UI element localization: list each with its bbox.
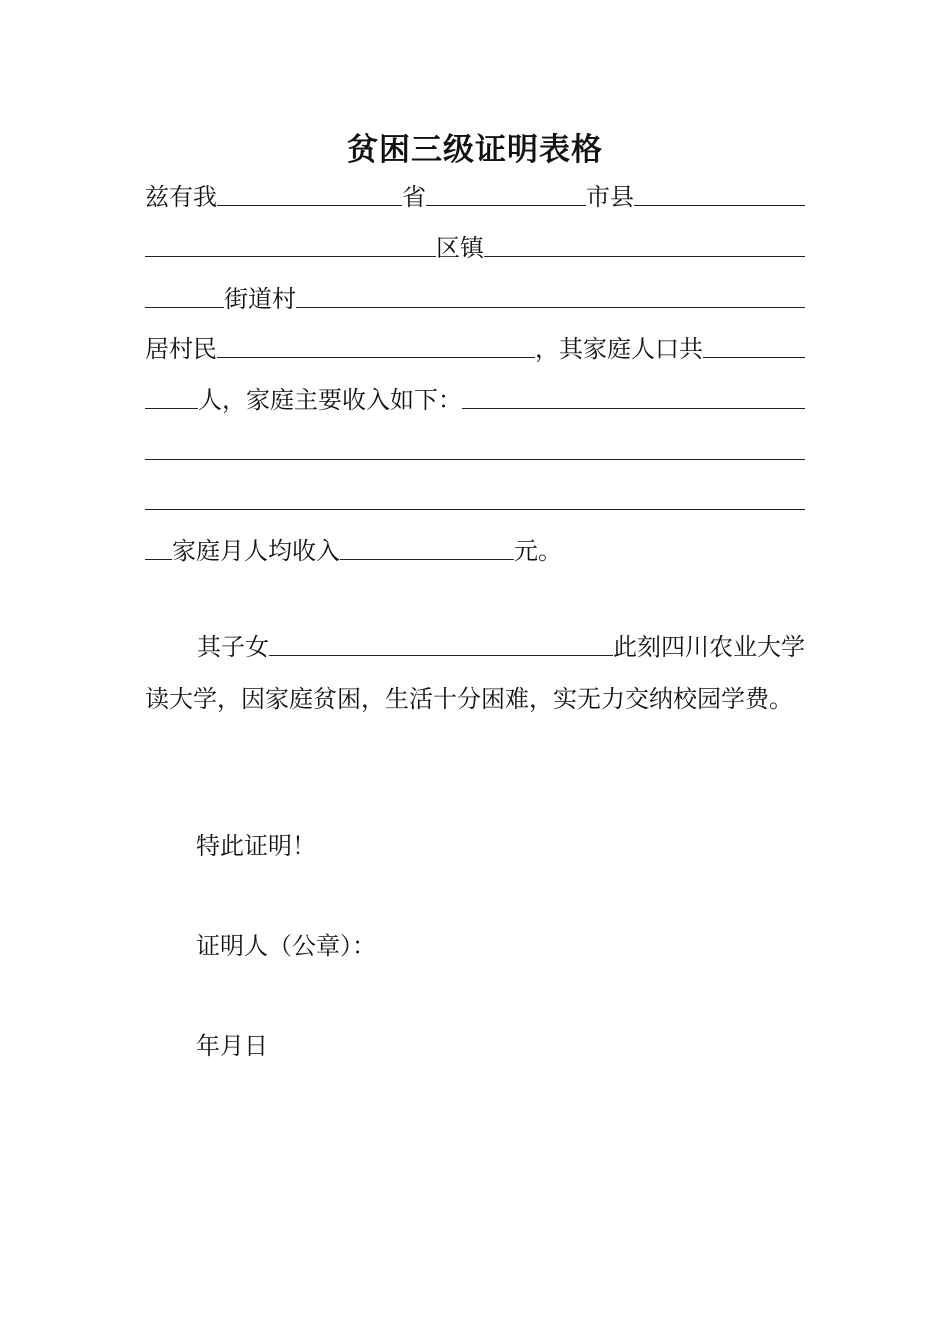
income-details-blank-3[interactable]: [145, 508, 805, 510]
city-county-label: 市县: [586, 183, 634, 211]
date-label: 年月日: [196, 1032, 268, 1060]
child-university: 此刻四川农业大学: [613, 633, 805, 661]
form-line-8: [145, 534, 805, 568]
resident-blank[interactable]: [217, 356, 535, 358]
currency-label: 元。: [514, 537, 562, 565]
household-size-label: ，其家庭人口共: [535, 335, 703, 363]
income-details-blank-2[interactable]: [145, 458, 805, 460]
household-size-blank[interactable]: [703, 356, 805, 358]
form-line-1: [145, 180, 805, 214]
form-line-7: [145, 484, 805, 518]
income-details-blank-4[interactable]: [145, 558, 172, 560]
district-town-label: 区镇: [436, 234, 484, 262]
child-name-blank[interactable]: [269, 654, 613, 656]
child-prefix: 其子女: [197, 633, 269, 661]
form-line-3: [145, 282, 805, 316]
resident-label: 居村民: [145, 335, 217, 363]
district-town-blank[interactable]: [484, 255, 805, 257]
name-blank[interactable]: [217, 204, 402, 206]
form-line-4: [145, 332, 805, 366]
province-blank[interactable]: [426, 204, 586, 206]
document-title: 贫困三级证明表格: [347, 132, 603, 168]
monthly-income-label: 家庭月人均收入: [172, 537, 340, 565]
persons-income-label: 人，家庭主要收入如下：: [198, 386, 462, 414]
street-village-label: 街道村: [224, 285, 296, 313]
town-continued-blank[interactable]: [145, 306, 224, 308]
income-details-blank[interactable]: [462, 407, 805, 409]
certifier-label: 证明人（公章）：: [196, 932, 376, 960]
monthly-income-blank[interactable]: [340, 558, 514, 560]
form-line-6: [145, 434, 805, 468]
intro-text: 兹有我: [145, 183, 217, 211]
household-size-continued-blank[interactable]: [145, 407, 198, 409]
street-village-blank[interactable]: [296, 306, 805, 308]
child-paragraph-continuation: 读大学，因家庭贫困，生活十分困难，实无力交纳校园学费。: [145, 685, 793, 713]
province-label: 省: [402, 183, 426, 211]
city-county-blank[interactable]: [634, 204, 805, 206]
form-line-2: [145, 231, 805, 265]
child-line-1: [145, 630, 805, 664]
form-line-5: [145, 383, 805, 417]
county-continued-blank[interactable]: [145, 255, 436, 257]
closing-statement: 特此证明！: [196, 832, 316, 860]
